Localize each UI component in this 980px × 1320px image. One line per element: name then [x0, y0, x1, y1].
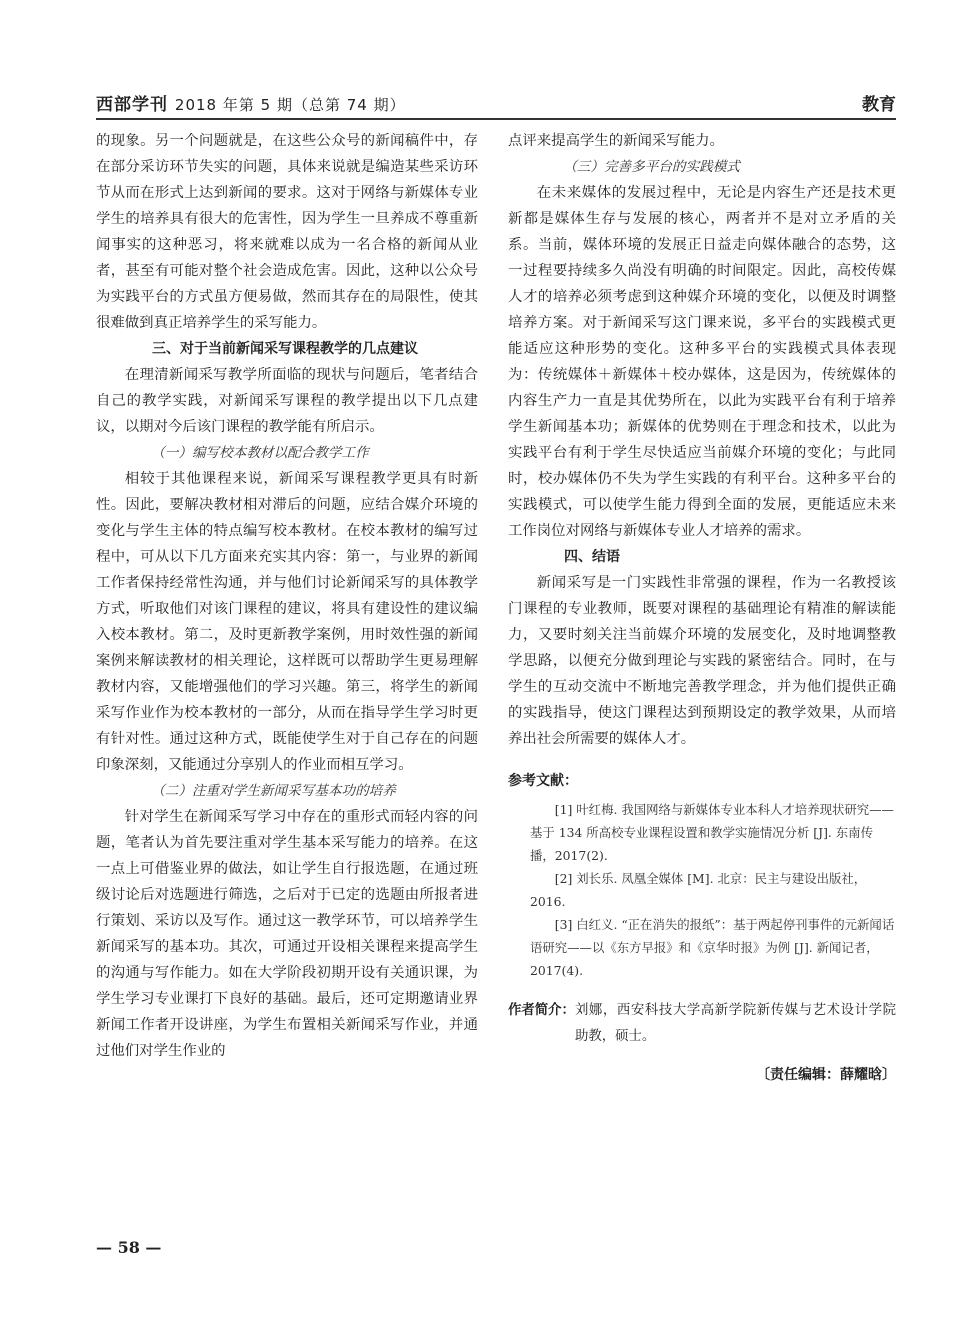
page-number: — 58 —: [96, 1238, 162, 1257]
section-heading-4: 四、结语: [564, 549, 620, 565]
journal-title: [96, 90, 406, 115]
header-rule: [96, 118, 896, 120]
subheading-3: （三）完善多平台的实践模式: [563, 159, 740, 175]
left-column: [96, 128, 478, 1064]
reference-item: [3] 白红义. “正在消失的报纸”：基于两起停刊事件的元新闻话语研究——以《东方早报》和《京华时报》为例 [J]. 新闻记者，2017(4).: [530, 917, 895, 978]
author-text: 刘娜，西安科技大学高新学院新传媒与艺术设计学院助教，硕士。: [574, 1003, 896, 1044]
page-header: [96, 90, 896, 118]
responsible-editor: 〔责任编辑：薛耀晗〕: [756, 1067, 896, 1083]
paragraph-conclusion: 新闻采写是一门实践性非常强的课程，作为一名教授该门课程的专业教师，既要对课程的基础理论有精准的解读能力，又要时刻关注当前媒介环境的发展变化，及时地调整教学思路，以便充分做到理论与实践的紧密结合。同时，在与学生的互动交流中不断地完善教学理念，并为他们提供正确的实践指导，使这门课程达到预期设定的教学效果，从而培养出社会所需要的媒体人才。: [508, 575, 896, 747]
right-column: [508, 128, 896, 1088]
paragraph-sub-3: 在未来媒体的发展过程中，无论是内容生产还是技术更新都是媒体生存与发展的核心，两者并不是对立矛盾的关系。当前，媒体环境的发展正日益走向媒体融合的态势，这一过程要持续多久尚没有明确的时间限定。因此，高校传媒人才的培养必须考虑到这种媒介环境的变化，以便及时调整培养方案。对于新闻采写这门课来说，多平台的实践模式更能适应这种形势的变化。这种多平台的实践模式具体表现为：传统媒体＋新媒体＋校办媒体，这是因为，传统媒体的内容生产力一直是其优势所在，以此为实践平台有利于培养学生新闻基本功；新媒体的优势则在于理念和技术，以此为实践平台有利于学生尽快适应当前媒介环境的变化；与此同时，校办媒体仍不失为学生实践的有利平台。这种多平台的实践模式，可以使学生能力得到全面的发展，更能适应未来工作岗位对网络与新媒体专业人才培养的需求。: [508, 185, 896, 539]
paragraph-sub-1: 相较于其他课程来说，新闻采写课程教学更具有时新性。因此，要解决教材相对滞后的问题，应结合媒介环境的变化与学生主体的特点编写校本教材。在校本教材的编写过程中，可从以下几方面来充实其内容：第一，与业界的新闻工作者保持经常性沟通，并与他们讨论新闻采写的具体教学方式，听取他们对该门课程的建议，将具有建设性的建议编入校本教材。第二，及时更新教学案例，用时效性强的新闻案例来解读教材的相关理论，这样既可以帮助学生更易理解教材内容，又能增强他们的学习兴趣。第三，将学生的新闻采写作业作为校本教材的一部分，从而在指导学生学习时更有针对性。通过这种方式，既能使学生对于自己存在的问题印象深刻，又能通过分享别人的作业而相互学习。: [96, 471, 478, 773]
paragraph-intro: 的现象。另一个问题就是，在这些公众号的新闻稿件中，存在部分采访环节失实的问题，具体来说就是编造某些采访环节从而在形式上达到新闻的要求。这对于网络与新媒体专业学生的培养具有很大的危害性，因为学生一旦养成不尊重新闻事实的这种恶习，将来就难以成为一名合格的新闻从业者，甚至有可能对整个社会造成危害。因此，这种以公众号为实践平台的方式虽方便易做，然而其存在的局限性，使其很难做到真正培养学生的采写能力。: [96, 133, 478, 331]
reference-item: [2] 刘长乐. 凤凰全媒体 [M]. 北京：民主与建设出版社，2016.: [530, 871, 867, 909]
author-label: 作者简介：: [508, 1003, 575, 1018]
section-label: 教育: [862, 95, 896, 115]
journal-issue: 2018 年第 5 期（总第 74 期）: [174, 96, 406, 114]
paragraph-continued: 点评来提高学生的新闻采写能力。: [508, 133, 724, 149]
paragraph-sub-2: 针对学生在新闻采写学习中存在的重形式而轻内容的问题，笔者认为首先要注重对学生基本采写能力的培养。在这一点上可借鉴业界的做法，如让学生自行报选题，在通过班级讨论后对选题进行筛选，之后对于已定的选题由所报者进行策划、采访以及写作。通过这一教学环节，可以培养学生新闻采写的基本功。其次，可通过开设相关课程来提高学生的沟通与写作能力。如在大学阶段初期开设有关通识课，为学生学习专业课打下良好的基础。最后，还可定期邀请业界新闻工作者开设讲座，为学生布置相关新闻采写作业，并通过他们对学生作业的: [96, 809, 478, 1059]
journal-name: 西部学刊: [96, 95, 168, 115]
references-title: 参考文献：: [508, 773, 578, 789]
subheading-1: （一）编写校本教材以配合教学工作: [151, 445, 369, 461]
section-heading-3: 三、对于当前新闻采写课程教学的几点建议: [152, 341, 418, 357]
subheading-2: （二）注重对学生新闻采写基本功的培养: [151, 783, 396, 799]
paragraph-section-3: 在理清新闻采写教学所面临的现状与问题后，笔者结合自己的教学实践，对新闻采写课程的教学提出以下几点建议，以期对今后该门课程的教学能有所启示。: [96, 367, 478, 435]
reference-item: [1] 叶红梅. 我国网络与新媒体专业本科人才培养现状研究——基于 134 所高校专业课程设置和教学实施情况分析 [J]. 东南传播，2017(2).: [530, 802, 894, 863]
author-bio: [508, 998, 896, 1050]
